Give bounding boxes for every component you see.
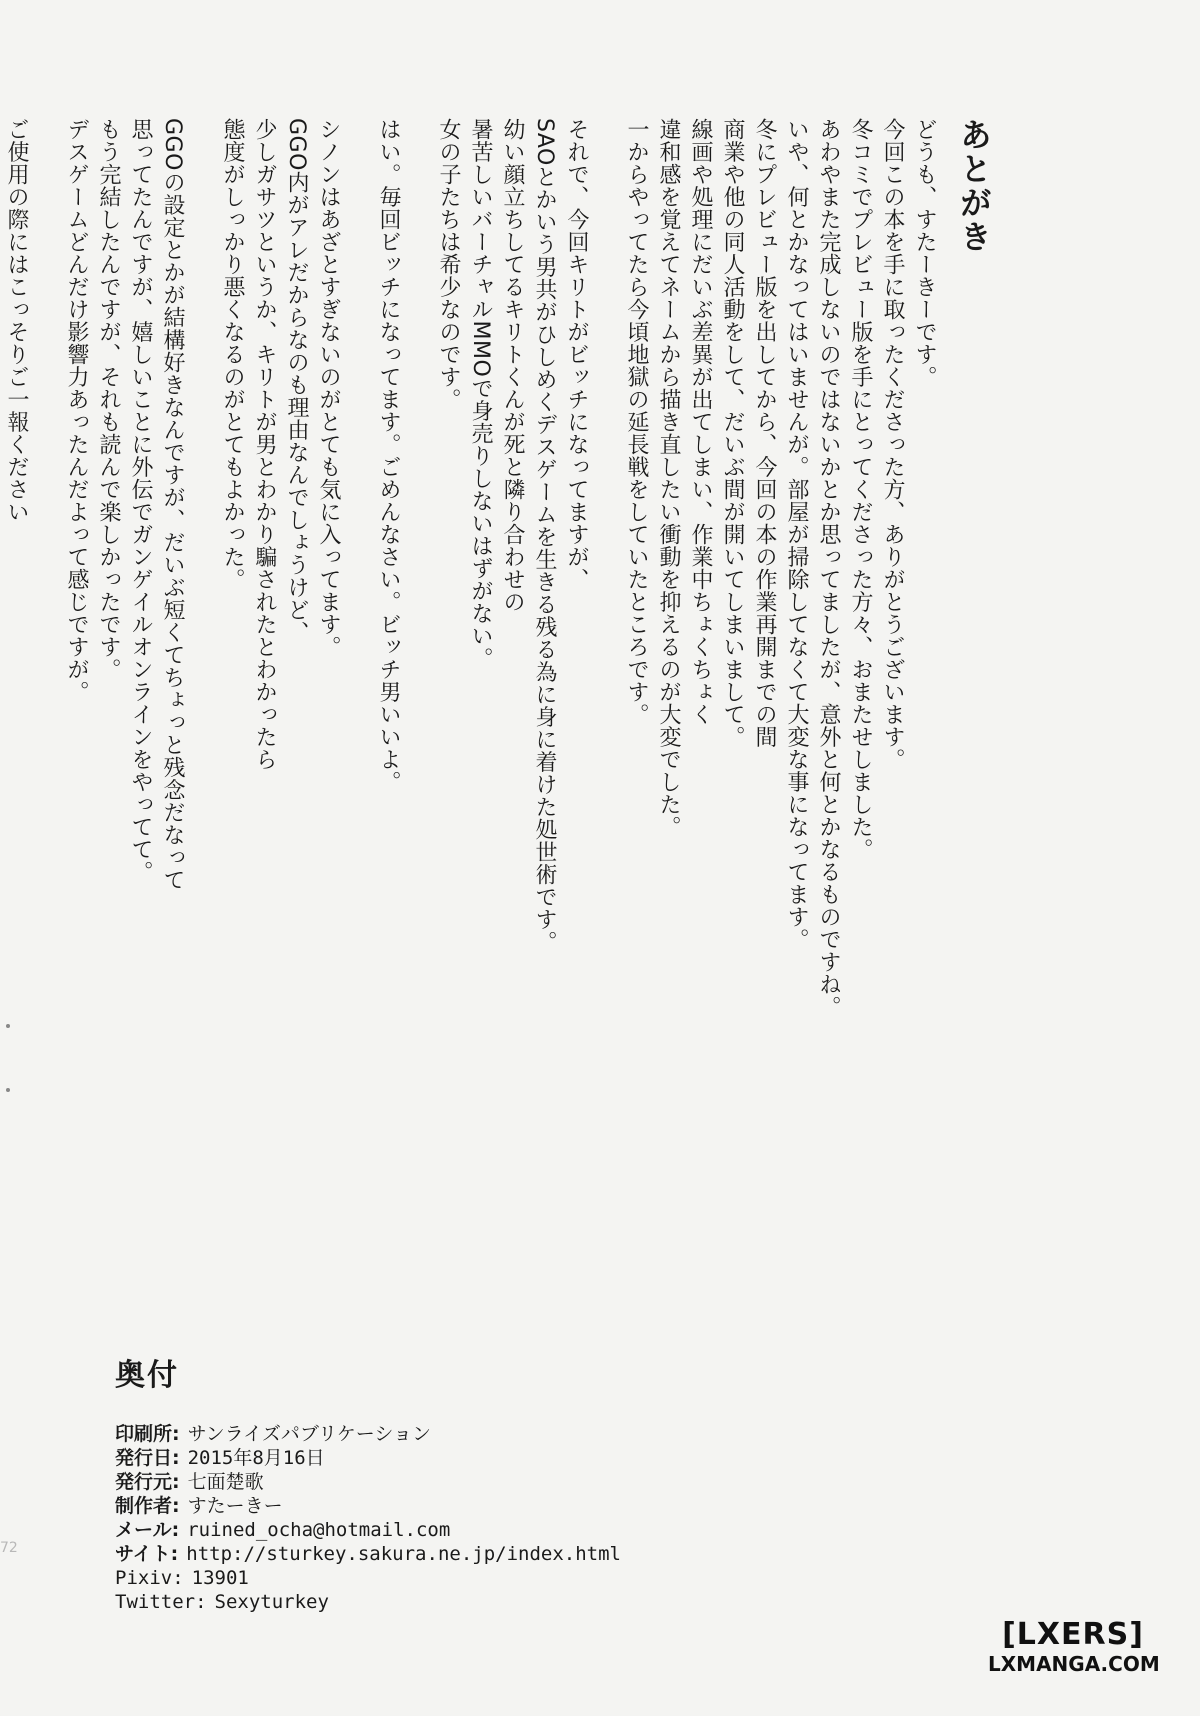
colophon-value: Sexyturkey <box>214 1591 329 1613</box>
afterword-line: SAOとかいう男共がひしめくデスゲームを生きる残る為に身に着けた処世術です。 <box>532 118 557 954</box>
colophon-value: 七面楚歌 <box>187 1471 264 1493</box>
afterword-line: 一からやってたら今頃地獄の延長戦をしていたところです。 <box>624 118 649 726</box>
colophon-row-author <box>115 1494 621 1518</box>
colophon-label: 制作者: <box>115 1495 180 1517</box>
watermark-top: [LXERS] <box>1002 1617 1144 1652</box>
colophon-row-twitter <box>115 1590 621 1614</box>
afterword-paragraph <box>60 118 188 891</box>
afterword-line: デスゲームどんだけ影響力あったんだよって感じですが。 <box>64 118 89 703</box>
afterword-paragraph <box>372 118 404 878</box>
afterword-line: 暑苦しいバーチャルMMOで身売りしないはずがない。 <box>468 118 493 670</box>
afterword-line: 今回この本を手に取ったくださった方、ありがとうございます。 <box>880 118 905 771</box>
colophon-value: 2015年8月16日 <box>187 1447 325 1469</box>
afterword-line: ご使用の際にはこっそりご一報ください <box>4 118 29 523</box>
afterword-line: それで、今回キリトがビッチになってますが、 <box>564 118 589 591</box>
afterword-line: GGOの設定とかが結構好きなんですが、だいぶ短くてちょっと残念だなって <box>160 118 185 891</box>
colophon-row-publisher <box>115 1470 621 1494</box>
watermark <box>988 1618 1158 1676</box>
colophon-label: 発行日: <box>115 1447 180 1469</box>
afterword-line: 少しガサツというか、キリトが男とわかり騙されたとわかったら <box>252 118 277 771</box>
colophon <box>115 1350 621 1614</box>
colophon-row-pixiv <box>115 1566 621 1590</box>
afterword-paragraph <box>0 118 32 878</box>
colophon-label: メール: <box>115 1519 180 1541</box>
colophon-value: 13901 <box>191 1567 249 1589</box>
watermark-bottom: LXMANGA.COM <box>988 1652 1160 1676</box>
scan-speck <box>6 1088 10 1092</box>
afterword-line: GGO内がアレだからなのも理由なんでしょうけど、 <box>284 118 309 644</box>
colophon-value: ruined_ocha@hotmail.com <box>187 1519 451 1541</box>
colophon-label: Pixiv: <box>115 1567 184 1589</box>
afterword-line: はい。毎回ビッチになってます。ごめんなさい。ビッチ男いいよ。 <box>376 118 401 793</box>
afterword-line: 態度がしっかり悪くなるのがとてもよかった。 <box>220 118 245 591</box>
colophon-row-email <box>115 1518 621 1542</box>
colophon-title: 奥付 <box>115 1358 179 1393</box>
afterword-line: どうも、すたーきーです。 <box>912 118 937 388</box>
afterword-paragraph <box>780 118 940 1018</box>
colophon-label: Twitter: <box>115 1591 207 1613</box>
scan-speck <box>6 1024 10 1028</box>
colophon-label: サイト: <box>115 1543 179 1565</box>
afterword-paragraph <box>216 118 344 878</box>
colophon-row-printer <box>115 1422 621 1446</box>
colophon-label: 発行元: <box>115 1471 180 1493</box>
afterword-line: 思ってたんですが、嬉しいことに外伝でガンゲイルオンラインをやってて。 <box>128 118 153 883</box>
afterword-line: 幼い顔立ちしてるキリトくんが死と隣り合わせの <box>500 118 525 613</box>
afterword-line: シノンはあざとすぎないのがとても気に入ってます。 <box>316 118 341 658</box>
colophon-value: すたーきー <box>187 1495 283 1517</box>
afterword-line: いや、何とかなってはいませんが。部屋が掃除してなくて大変な事になってます。 <box>784 118 809 951</box>
afterword-paragraph <box>432 118 592 954</box>
colophon-row-site <box>115 1542 621 1566</box>
afterword-line: 商業や他の同人活動をして、だいぶ間が開いてしまいまして。 <box>720 118 745 748</box>
colophon-row-date <box>115 1446 621 1470</box>
colophon-value: http://sturkey.sakura.ne.jp/index.html <box>186 1543 621 1565</box>
afterword-line: もう完結したんですが、それも読んで楽しかったです。 <box>96 118 121 681</box>
afterword-line: あわやまた完成しないのではないかとか思ってましたが、意外と何とかなるものですね。 <box>816 118 841 1018</box>
afterword-line: 女の子たちは希少なのです。 <box>436 118 461 411</box>
colophon-label: 印刷所: <box>115 1423 180 1445</box>
afterword-block <box>0 118 993 1018</box>
afterword-line: 違和感を覚えてネームから描き直したい衝動を抑えるのが大変でした。 <box>656 118 681 838</box>
page-number: 72 <box>0 1540 18 1556</box>
colophon-value: サンライズパブリケーション <box>187 1423 432 1445</box>
afterword-line: 線画や処理にだいぶ差異が出てしまい、作業中ちょくちょく <box>688 118 713 726</box>
afterword-line: 冬にプレビュー版を出してから、今回の本の作業再開までの間 <box>752 118 777 748</box>
afterword-line: 冬コミでプレビュー版を手にとってくださった方々、おまたせしました。 <box>848 118 873 861</box>
afterword-heading: あとがき <box>955 118 993 254</box>
afterword-paragraph <box>620 118 780 878</box>
